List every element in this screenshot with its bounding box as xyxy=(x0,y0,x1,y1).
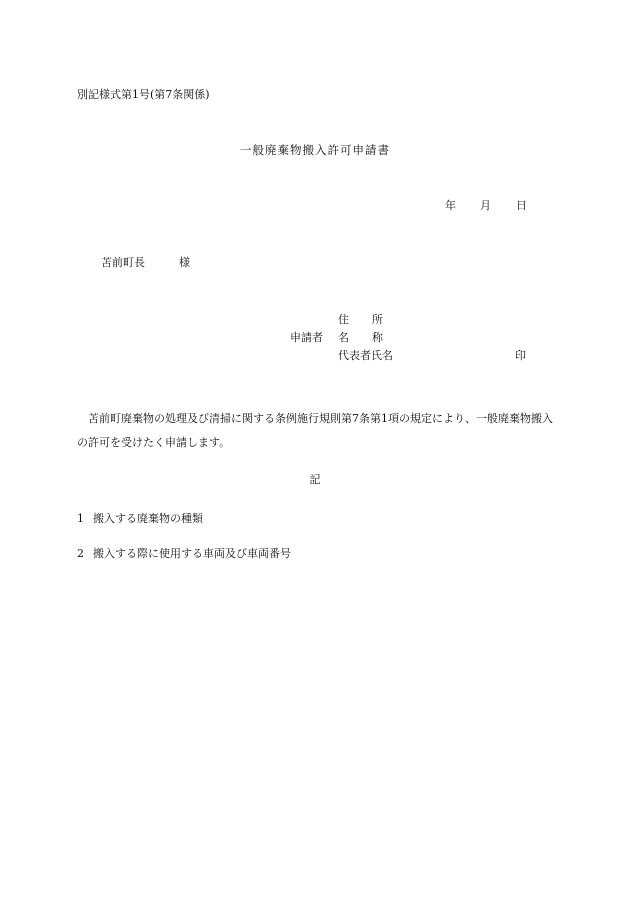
name-label xyxy=(338,331,383,345)
date-month-label: 月 xyxy=(480,199,491,212)
document-title: 一般廃棄物搬入許可申請書 xyxy=(240,143,390,157)
addressee xyxy=(101,256,190,270)
date-day-label: 日 xyxy=(516,199,527,212)
list-item-text: 搬入する廃棄物の種類 xyxy=(93,512,203,525)
applicant-prefix: 申請者 xyxy=(290,331,323,344)
form-number: 別記様式第1号(第7条関係) xyxy=(77,88,210,101)
list-item-number: 1 xyxy=(77,512,84,525)
list-item xyxy=(77,512,203,526)
seal-mark: 印 xyxy=(515,349,526,362)
addressee-suffix: 様 xyxy=(179,256,190,269)
addressee-name: 苫前町長 xyxy=(101,256,145,269)
list-item-text: 搬入する際に使用する車両及び車両番号 xyxy=(93,547,291,560)
name-label-char-1: 名 xyxy=(338,331,349,344)
list-item xyxy=(77,547,291,561)
address-label xyxy=(338,313,383,327)
ki-heading: 記 xyxy=(309,473,321,486)
application-body-text: 苫前町廃棄物の処理及び清掃に関する条例施行規則第7条第1項の規定により、一般廃棄物搬入の許可を受けたく申請します。 xyxy=(77,412,553,449)
list-item-number: 2 xyxy=(77,547,84,560)
representative-label: 代表者氏名 xyxy=(338,349,393,362)
name-label-char-2: 称 xyxy=(372,331,383,344)
date-year-label: 年 xyxy=(445,199,456,212)
address-label-char-1: 住 xyxy=(338,313,349,326)
address-label-char-2: 所 xyxy=(372,313,383,326)
